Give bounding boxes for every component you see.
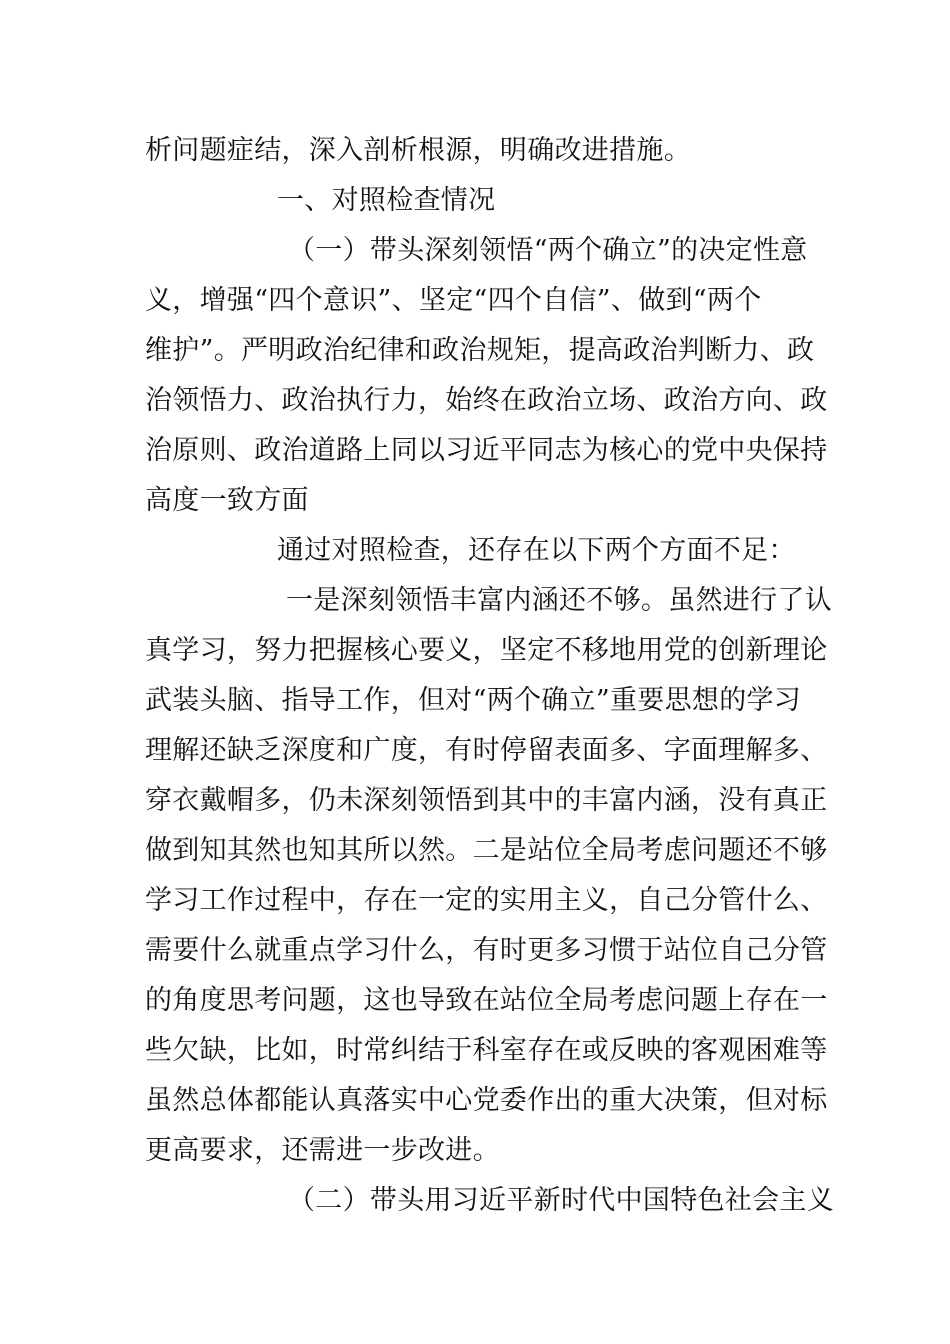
body-line-1: 析问题症结，深入剖析根源，明确改进措施。	[145, 135, 691, 166]
subsection-heading-1-line-1: （一）带头深刻领悟“两个确立”的决定性意	[288, 235, 808, 266]
body-line-6: 穿衣戴帽多，仍未深刻领悟到其中的丰富内涵，没有真正	[145, 785, 828, 816]
subsection-heading-1-line-6: 高度一致方面	[145, 485, 309, 516]
subsection-heading-1-line-2: 义，增强“四个意识”、坚定“四个自信”、做到“两个	[145, 285, 762, 316]
section-heading-1: 一、对照检查情况	[277, 185, 496, 216]
subsection-heading-1-line-4: 治领悟力、政治执行力，始终在政治立场、政治方向、政	[145, 385, 828, 416]
subsection-heading-1-line-3: 维护”。严明政治纪律和政治规矩，提高政治判断力、政	[145, 335, 815, 366]
intro-line: 通过对照检查，还存在以下两个方面不足：	[277, 535, 796, 566]
body-line-3: 真学习，努力把握核心要义，坚定不移地用党的创新理论	[145, 635, 828, 666]
body-line-11: 些欠缺，比如，时常纠结于科室存在或反映的客观困难等	[145, 1035, 828, 1066]
body-line-13: 更高要求，还需进一步改进。	[145, 1135, 500, 1166]
body-line-12: 虽然总体都能认真落实中心党委作出的重大决策，但对标	[145, 1085, 828, 1116]
body-line-5: 理解还缺乏深度和广度，有时停留表面多、字面理解多、	[145, 735, 828, 766]
body-line-4: 武装头脑、指导工作，但对“两个确立”重要思想的学习	[145, 685, 802, 716]
body-line-7: 做到知其然也知其所以然。二是站位全局考虑问题还不够	[145, 835, 828, 866]
subsection-heading-1-line-5: 治原则、政治道路上同以习近平同志为核心的党中央保持	[145, 435, 828, 466]
body-line-10: 的角度思考问题，这也导致在站位全局考虑问题上存在一	[145, 985, 828, 1016]
body-line-8: 学习工作过程中，存在一定的实用主义，自己分管什么、	[145, 885, 828, 916]
body-line-9: 需要什么就重点学习什么，有时更多习惯于站位自己分管	[145, 935, 828, 966]
subsection-heading-2: （二）带头用习近平新时代中国特色社会主义	[288, 1185, 834, 1216]
body-line-2: 一是深刻领悟丰富内涵还不够。虽然进行了认	[286, 585, 832, 616]
